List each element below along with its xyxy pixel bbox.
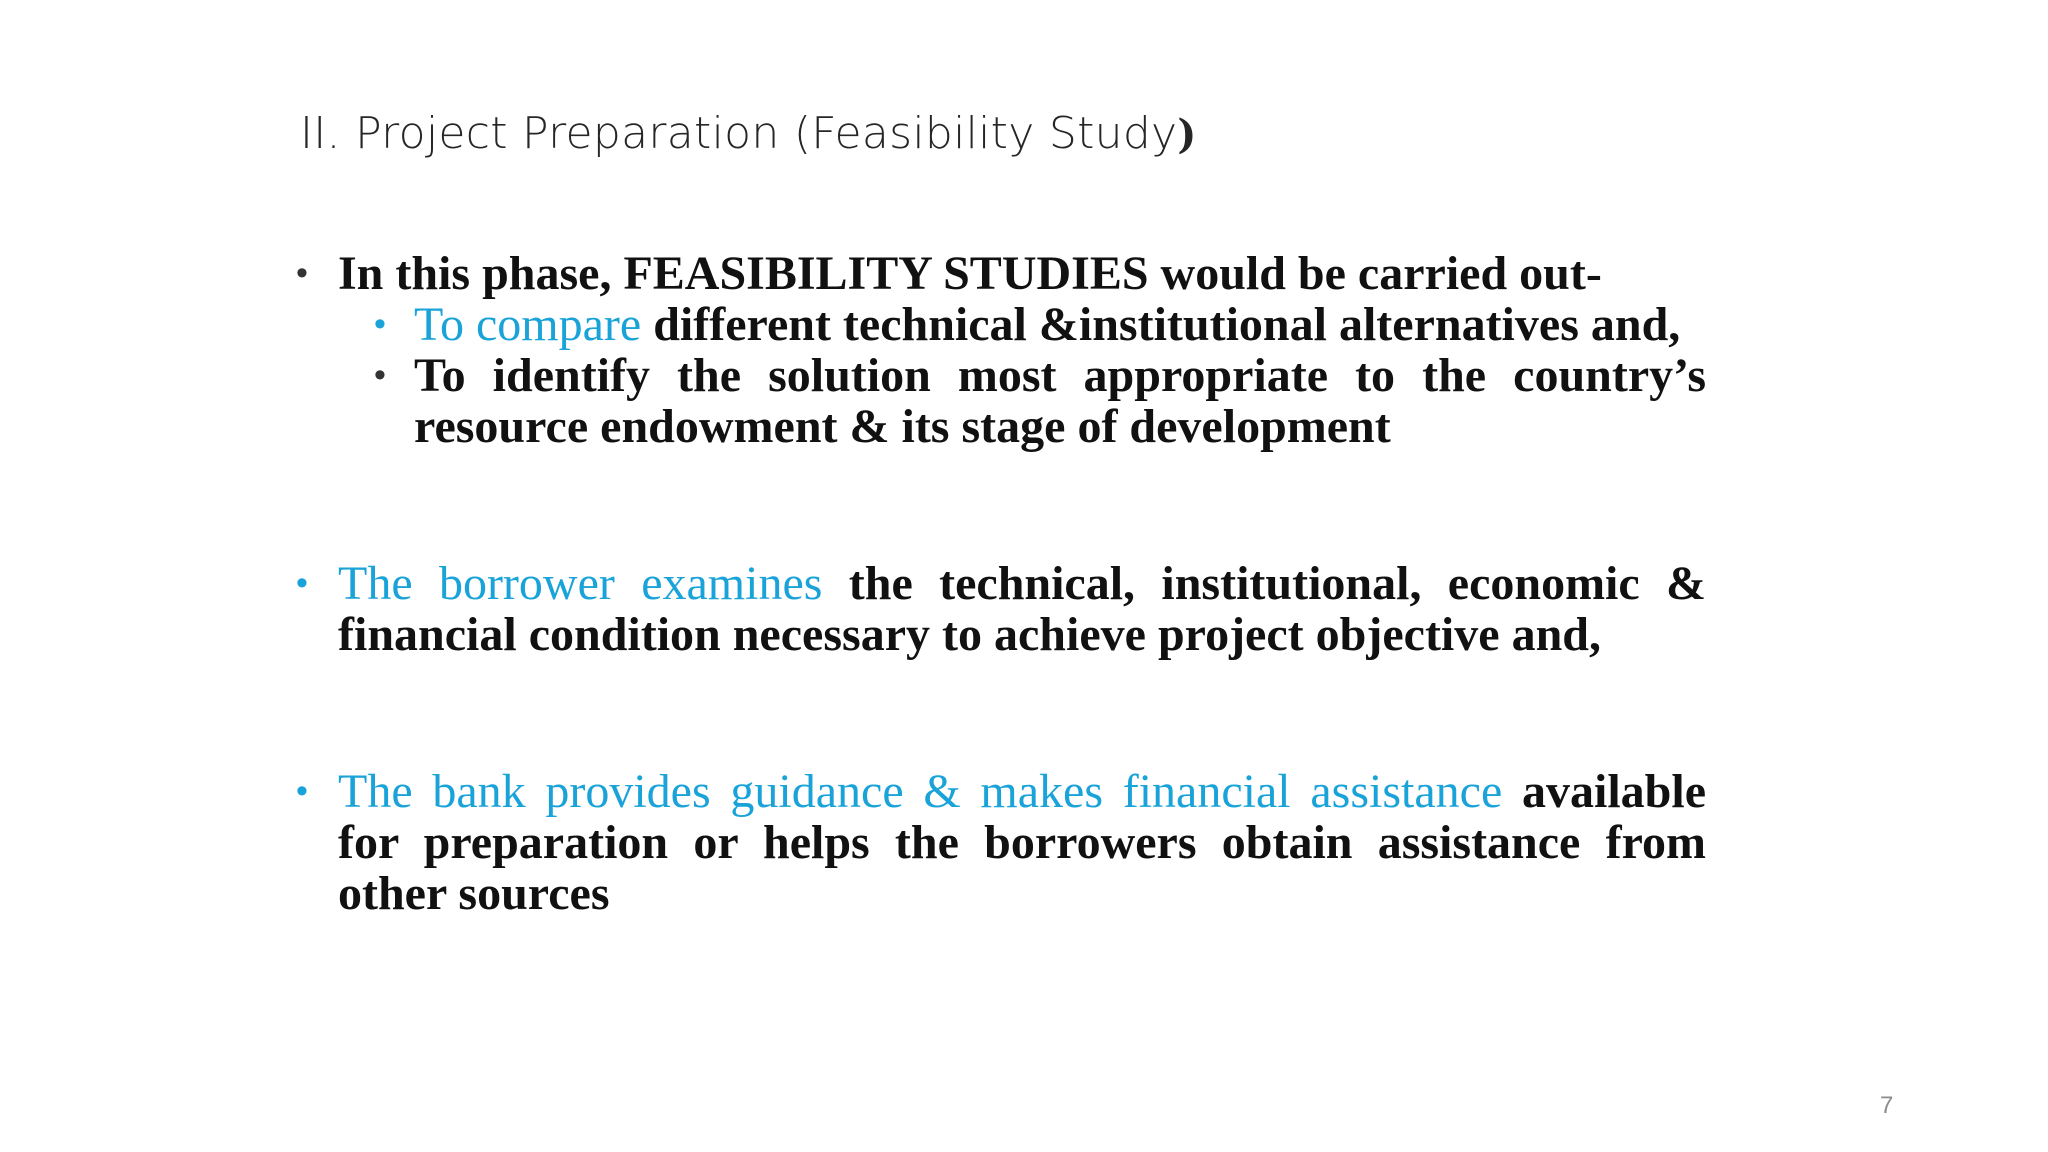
sub-bullet-1-highlight: To compare	[414, 298, 642, 351]
sub-bullet-2-text: To identify the solution most appropriate to the country’s resource endowment & its stage of development	[414, 349, 1706, 453]
slide-title	[300, 108, 1197, 159]
slide-title-paren: )	[1177, 111, 1197, 158]
bullet-3-highlight: The bank provides guidance & makes financial assistance	[338, 765, 1503, 818]
page-number: 7	[1880, 1092, 1894, 1119]
bullet-item-1	[296, 248, 1706, 299]
sub-bullet-item-2	[374, 350, 1706, 452]
bullet-icon: •	[296, 564, 308, 602]
bullet-3-text: available for preparation or helps the borrowers obtain assistance from other sources	[338, 765, 1707, 920]
slide-title-text: II. Project Preparation (Feasibility Study	[300, 108, 1178, 159]
bullet-2-text: the technical, institutional, economic & financial condition necessary to achieve project objective and,	[338, 557, 1707, 661]
bullet-icon: •	[296, 772, 308, 810]
bullet-icon: •	[374, 356, 386, 394]
sub-bullet-1-text: different technical &institutional alternatives and,	[641, 298, 1681, 351]
bullet-1-text: In this phase, FEASIBILITY STUDIES would be carried out-	[338, 247, 1602, 300]
spacer	[296, 660, 1706, 766]
bullet-icon: •	[374, 305, 386, 343]
spacer	[296, 452, 1706, 558]
sub-bullet-item-1	[374, 299, 1706, 350]
bullet-item-2	[296, 558, 1706, 660]
bullet-item-3	[296, 766, 1706, 919]
slide-content	[296, 248, 1706, 919]
bullet-2-highlight: The borrower examines	[338, 557, 823, 610]
bullet-icon: •	[296, 254, 308, 292]
